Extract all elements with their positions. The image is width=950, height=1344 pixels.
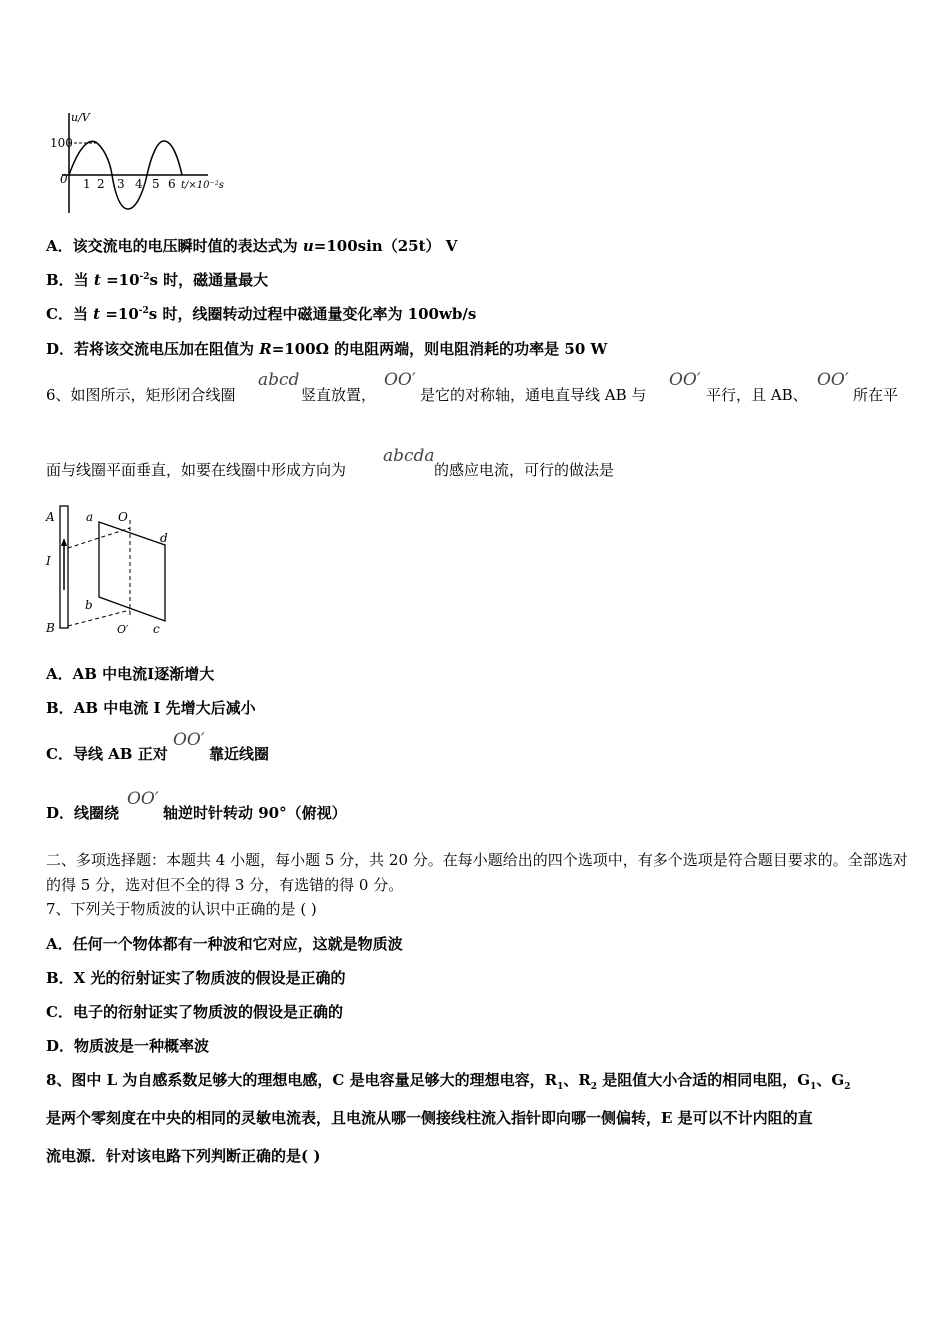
rectangular-coil (99, 522, 165, 621)
x-tick-2: 2 (97, 177, 105, 191)
q5-option-d-var: R (259, 340, 272, 358)
voltage-time-graph (40, 105, 230, 220)
q6-math-oo2: OO′ (669, 370, 701, 390)
q8-sub-r2: 2 (590, 1082, 598, 1092)
coil-wire-figure (40, 500, 190, 642)
q5-option-c-var: t (93, 305, 101, 323)
origin-label: 0 (60, 172, 68, 186)
label-axis-o: O (118, 510, 128, 524)
q5-option-d-rest: =100Ω 的电阻两端，则电阻消耗的功率是 50 W (271, 340, 608, 358)
q8-stem-line1 (46, 1070, 850, 1090)
q7-stem: 7、下列关于物质波的认识中正确的是 ( ) (46, 900, 317, 918)
q5-option-c-prefix: C．当 (46, 305, 94, 323)
q5-option-c-exp: -2 (138, 306, 149, 316)
q6-option-d-rest: 轴逆时针转动 90°（俯视） (163, 804, 347, 822)
y-axis-label: u/V (71, 111, 90, 124)
q6-stem-part2: 竖直放置， (301, 386, 377, 404)
y-tick-label: 100 (50, 136, 73, 150)
q6-option-d-prefix: D．线圈绕 (46, 804, 120, 822)
q5-option-b-prefix: B．当 (46, 271, 94, 289)
q8-text-4: 、G (816, 1071, 845, 1089)
current-arrow-head (61, 538, 67, 546)
q5-option-a (46, 236, 457, 256)
label-current-i: I (46, 554, 51, 568)
q5-option-d-prefix: D．若将该交流电压加在阻值为 (46, 340, 260, 358)
q7-option-c: C．电子的衍射证实了物质波的假设是正确的 (46, 1003, 343, 1021)
q5-option-b-var: t (93, 271, 101, 289)
x-tick-5: 5 (152, 177, 160, 191)
q6-math-oo3: OO′ (817, 370, 849, 390)
q5-option-c-rest: s 时，线圈转动过程中磁通量变化率为 100wb/s (148, 305, 477, 323)
q5-option-b-exp: -2 (139, 272, 150, 282)
q6-stem-part6: 面与线圈平面垂直，如要在线圈中形成方向为 (46, 461, 347, 479)
q6-stem-part5: 所在平 (853, 386, 899, 404)
q6-stem-part7: 的感应电流，可行的做法是 (434, 461, 615, 479)
q8-sub-g1: 1 (810, 1082, 817, 1092)
q8-stem-line3: 流电源．针对该电路下列判断正确的是( ) (46, 1147, 321, 1165)
q5-option-d (46, 339, 607, 359)
q6-math-abcda: abcda (383, 446, 435, 466)
label-axis-o-prime: O′ (117, 623, 129, 636)
q8-text-3: 是阻值大小合适的相同电阻，G (597, 1071, 811, 1089)
q8-sub-r1: 1 (557, 1082, 564, 1092)
q5-option-b-rest: s 时，磁通量最大 (149, 271, 269, 289)
x-tick-4: 4 (135, 177, 143, 191)
q6-option-d-math: OO′ (127, 789, 159, 809)
q6-math-abcd: abcd (258, 370, 300, 390)
q8-stem-line2: 是两个零刻度在中央的相同的灵敏电流表，且电流从哪一侧接线柱流入指针即向哪一侧偏转，E 是可以不计内阻的直 (46, 1109, 813, 1127)
q8-text-2: 、R (563, 1071, 591, 1089)
label-coil-d: d (160, 531, 168, 545)
q7-option-b: B．X 光的衍射证实了物质波的假设是正确的 (46, 969, 346, 987)
q8-text-1: 8、图中 L 为自感系数足够大的理想电感，C 是电容量足够大的理想电容，R (46, 1071, 558, 1089)
label-coil-b: b (85, 598, 93, 612)
q6-option-b: B．AB 中电流 I 先增大后减小 (46, 699, 256, 717)
x-axis-label: t/×10⁻²s (181, 180, 224, 191)
q6-stem-part1: 6、如图所示，矩形闭合线圈 (46, 386, 236, 404)
q5-option-b (46, 270, 268, 290)
q5-option-c-mid: =10 (100, 305, 139, 323)
q5-option-a-rest: =100sin（25t） V (313, 237, 458, 255)
x-tick-1: 1 (83, 177, 91, 191)
q7-option-d: D．物质波是一种概率波 (46, 1037, 210, 1055)
q6-option-c-math: OO′ (173, 730, 205, 750)
label-coil-c: c (153, 622, 160, 636)
section-2-instructions: 二、多项选择题：本题共 4 小题，每小题 5 分，共 20 分。在每小题给出的四个选项中，有多个选项是符合题目要求的。全部选对的得 5 分，选对但不全的得 3 分，有选错的得 0 分。 (46, 851, 908, 894)
q6-option-c-prefix: C．导线 AB 正对 (46, 745, 168, 763)
label-b-upper: B (46, 621, 55, 635)
q5-option-a-var: u (302, 237, 314, 255)
label-a-upper: A (46, 510, 55, 524)
x-tick-3: 3 (117, 177, 125, 191)
q5-option-b-mid: =10 (100, 271, 140, 289)
q6-option-a: A．AB 中电流Ⅰ逐渐增大 (46, 665, 215, 683)
q5-option-c (46, 304, 476, 324)
q6-stem-part4: 平行，且 AB、 (706, 386, 808, 404)
label-coil-a: a (86, 510, 94, 524)
q6-option-c-rest: 靠近线圈 (209, 745, 270, 763)
x-tick-6: 6 (168, 177, 176, 191)
q6-stem-part3-text: 是它的对称轴，通电直导线 AB 与 (420, 386, 647, 404)
q6-stem-part3 (420, 385, 646, 405)
q6-math-oo1: OO′ (384, 370, 416, 390)
q7-option-a: A．任何一个物体都有一种波和它对应，这就是物质波 (46, 935, 403, 953)
q8-sub-g2: 2 (844, 1082, 851, 1092)
q5-option-a-prefix: A．该交流电的电压瞬时值的表达式为 (46, 237, 303, 255)
